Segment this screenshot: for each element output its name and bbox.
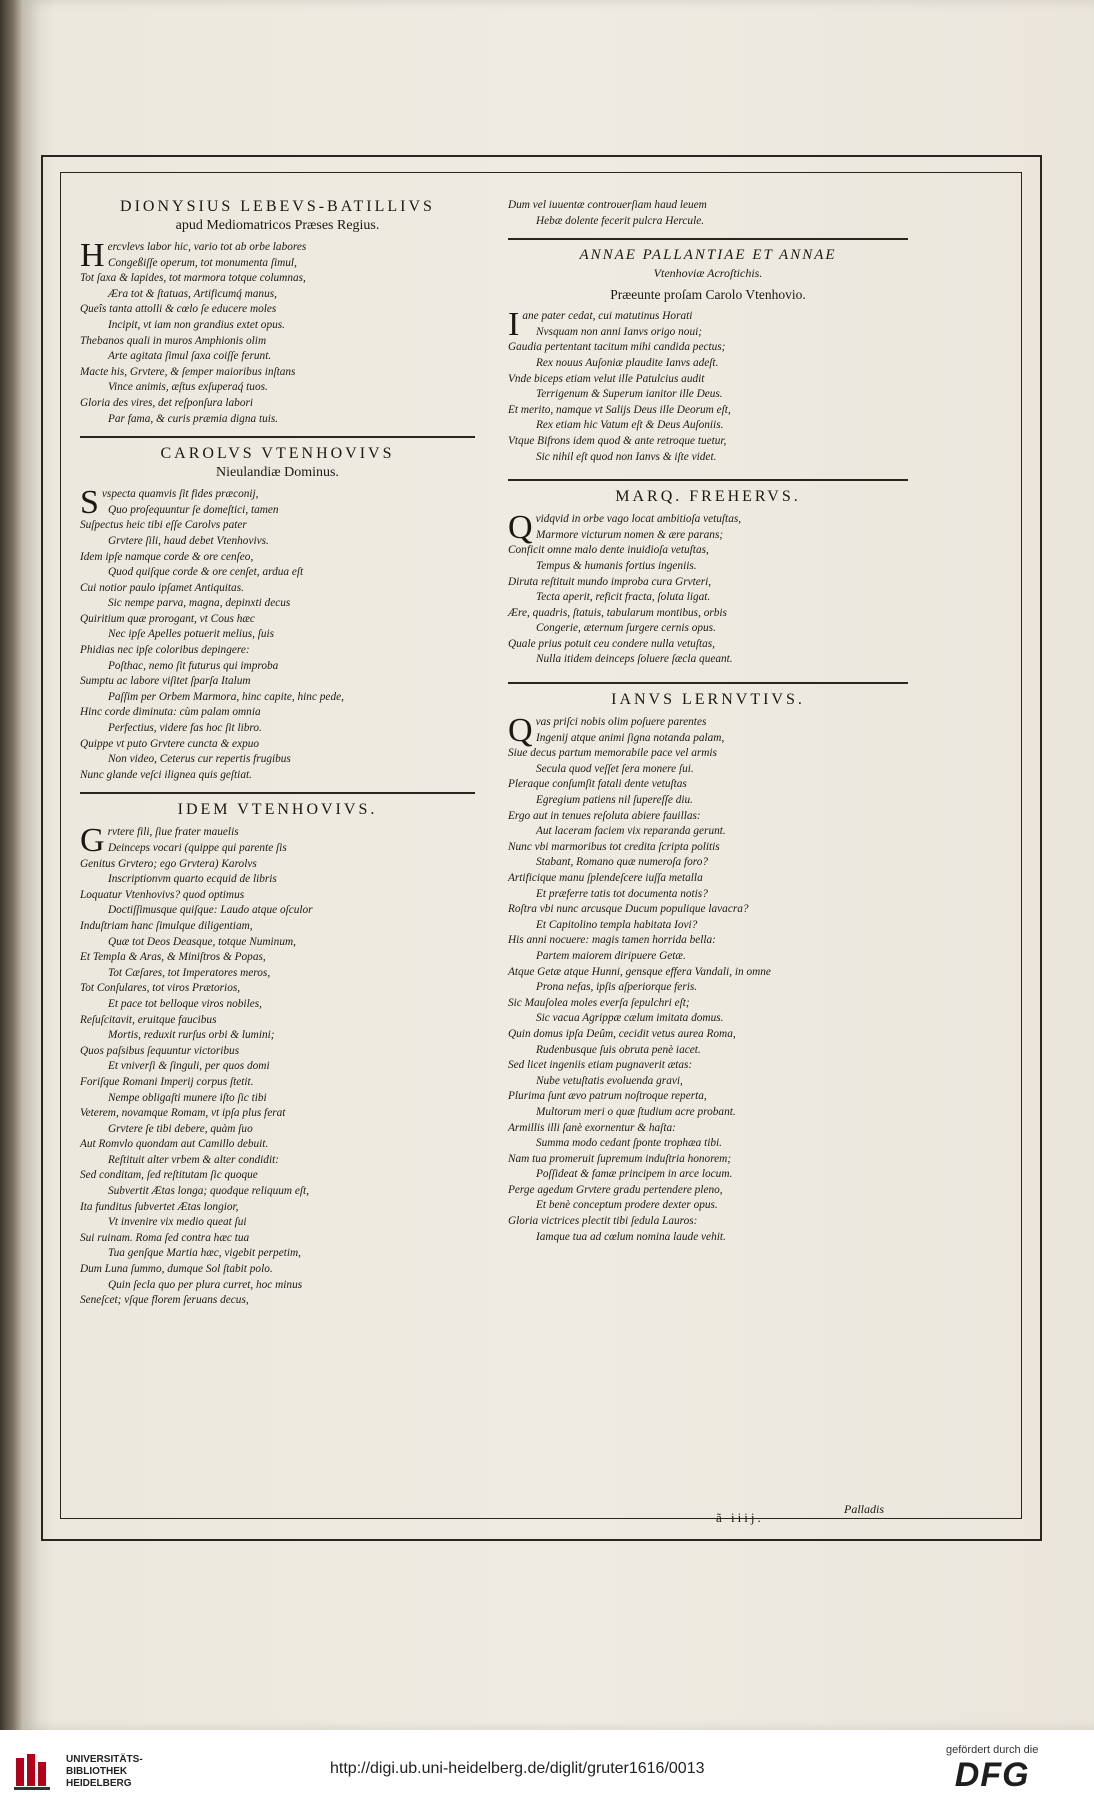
verse-line: Et merito, namque vt Salijs Deus ille Deorum eſt, — [508, 403, 731, 416]
verse-line: Idem ipſe namque corde & ore cenſeo, — [80, 550, 254, 563]
verse-line: Et Templa & Aras, & Miniſtros & Popas, — [80, 951, 266, 964]
verse-text: ane pater cedat, cui matutinus Horati — [522, 310, 693, 323]
poem-continuation — [508, 198, 908, 229]
verse-line: Sumptu ac labore viſitet ſparſa Italum — [80, 675, 251, 688]
divider — [508, 238, 908, 240]
poem-block — [80, 484, 475, 783]
divider — [80, 436, 475, 438]
verse-line: Quo proſequuntur ſe domeſtici, tamen — [108, 503, 279, 516]
drop-cap: I — [508, 306, 520, 344]
verse-line: Inscriptionvm quarto ecquid de libris — [108, 873, 277, 886]
verse-line: Tot ſaxa & lapides, tot marmora totque columnas, — [80, 272, 306, 285]
verse-line: Paſſim per Orbem Marmora, hinc capite, hinc pede, — [108, 690, 344, 703]
verse-line: Tot Conſulares, tot viros Prætorios, — [80, 982, 241, 995]
verse-line: Foriſque Romani Imperij corpus ſtetit. — [80, 1075, 254, 1088]
left-column — [80, 198, 475, 1309]
poem-block — [508, 509, 908, 668]
library-name: UNIVERSITÄTS- BIBLIOTHEK HEIDELBERG — [66, 1754, 143, 1789]
drop-cap: Q — [508, 712, 533, 750]
verse-line: Par fama, & curis præmia digna tuis. — [108, 412, 279, 425]
verse-line: Et Capitolino templa habitata Iovi? — [536, 918, 698, 931]
prose-note: Præeunte proſam Carolo Vtenhovio. — [610, 287, 806, 303]
book-spine — [0, 0, 22, 1730]
verse-line: Cui notior paulo ipſamet Antiquitas. — [80, 581, 244, 594]
right-column — [508, 198, 908, 1245]
verse-line: Stabant, Romano quæ numeroſa foro? — [536, 856, 709, 869]
verse-line: Diruta reſtituit mundo improba cura Grvteri, — [508, 575, 712, 588]
verse-line: Sic nempe parva, magna, depinxti decus — [108, 597, 291, 610]
verse-line: Nvsquam non anni Ianvs origo noui; — [536, 325, 702, 338]
verse-line: Dum Luna ſummo, dumque Sol ſtabit polo. — [80, 1263, 273, 1276]
verse-line: Quos paſsibus ſequuntur victoribus — [80, 1044, 240, 1057]
verse-text: vas priſci nobis olim poſuere parentes — [535, 716, 707, 729]
verse-line: Ære, quadris, ſtatuis, tabularum montibus, orbis — [508, 606, 727, 619]
verse-line: Tecta aperit, reficit fracta, ſoluta ligat. — [536, 591, 711, 604]
verse-line: Sed licet ingeniis etiam pugnaverit ætas: — [508, 1059, 693, 1072]
verse-line: Ita funditus ſubvertet Ætas longior, — [80, 1200, 239, 1213]
verse-line: Rudenbusque ſuis obruta penè iacet. — [536, 1043, 701, 1056]
verse-line: Mortis, reduxit rurſus orbi & lumini; — [108, 1029, 275, 1042]
verse-line: Nube vetuſtatis evoluenda gravi, — [536, 1074, 683, 1087]
viewer-footer — [0, 1730, 1094, 1809]
verse-line: Nunc vbi marmoribus tot credita ſcripta politis — [508, 840, 720, 853]
permalink[interactable]: http://digi.ub.uni-heidelberg.de/diglit/gruter1616/0013 — [330, 1760, 705, 1777]
drop-cap: H — [80, 237, 105, 274]
funder-logo[interactable] — [946, 1744, 1038, 1795]
verse-line: Loquatur Vtenhovivs? quod optimus — [80, 888, 245, 901]
verse-line: Genitus Grvtero; ego Grvtera) Karolvs — [80, 857, 257, 870]
verse-line: Grvtere ſe tibi debere, quàm ſuo — [108, 1122, 253, 1135]
poem-block — [508, 712, 908, 1245]
verse-line: Nam tua promeruit ſupremum induſtria honorem; — [508, 1152, 732, 1165]
verse-line: Gaudia pertentant tacitum mihi candida pectus; — [508, 341, 726, 354]
section-subtitle: Nieulandiæ Dominus. — [216, 465, 339, 481]
verse-line: Artificique manu ſplendeſcere iuſſa metalla — [508, 872, 703, 884]
verse-line: Nempe obligaſti munere iſto ſic tibi — [108, 1091, 267, 1104]
drop-cap: S — [80, 484, 99, 522]
verse-line: Multorum meri o quæ ſtudium acre probant. — [536, 1105, 736, 1118]
verse-line: Hebæ dolente fecerit pulcra Hercule. — [536, 214, 705, 227]
verse-line: Vnde biceps etiam velut ille Patulcius audit — [508, 372, 705, 385]
section-subtitle: apud Mediomatricos Præses Regius. — [175, 218, 380, 233]
verse-line: Rex etiam hic Vatum eſt & Deus Auſoniis. — [536, 419, 724, 432]
section-title: ANNAE PALLANTIAE ET ANNAE — [579, 247, 837, 264]
verse-line: Sui ruinam. Roma ſed contra hæc tua — [80, 1231, 250, 1244]
poem-block — [80, 237, 475, 427]
verse-line: Ingenij atque animi ſigna notanda palam, — [536, 731, 725, 744]
verse-line: Hinc corde diminuta: cùm palam omnia — [80, 706, 261, 719]
divider — [508, 682, 908, 684]
verse-line: Doctiſſimusque quiſque: Laudo atque oſculor — [108, 904, 313, 917]
verse-line: Nulla itidem deinceps ſoluere ſæcla queant. — [536, 653, 733, 666]
verse-line: Roſtra vbi nunc arcusque Ducum populique lavacra? — [508, 903, 749, 916]
verse-line: Gloria victrices plectit tibi ſedula Lauros: — [508, 1215, 698, 1228]
verse-line: Poſſideat & famæ principem in arce locum. — [536, 1168, 733, 1181]
verse-line: Partem maiorem diripuere Getæ. — [536, 949, 686, 962]
verse-line: Poſthac, nemo ſit futurus qui improba — [108, 659, 279, 672]
drop-cap: G — [80, 822, 105, 860]
verse-line: Quiritium quæ prorogant, vt Cous hæc — [80, 612, 255, 625]
verse-line: Subvertit Ætas longa; quodque reliquum eſt, — [108, 1185, 310, 1198]
verse-line: Vince animis, æſtus exſuperaq́ tuos. — [108, 381, 268, 394]
verse-line: Summa modo cedant ſponte trophæa tibi. — [536, 1137, 722, 1150]
verse-line: Induſtriam hanc ſimulque diligentiam, — [80, 919, 253, 932]
verse-line: Vtque Bifrons idem quod & ante retroque tuetur, — [508, 434, 727, 447]
verse-line: Suſpectus heic tibi eſſe Carolvs pater — [80, 519, 247, 532]
verse-text: vidqvid in orbe vago locat ambitioſa vetuſtas, — [535, 513, 742, 526]
verse-line: Congeßiſſe operum, tot monumenta ſimul, — [108, 256, 297, 269]
verse-line: Armillis illi ſanè exornentur & haſta: — [508, 1121, 676, 1134]
verse-line: Sed conditam, ſed reſtitutam ſic quoque — [80, 1169, 258, 1182]
verse-text: vspecta quamvis ſit fides præconij, — [101, 488, 259, 501]
verse-line: Aut laceram faciem vix reparanda gerunt. — [536, 825, 726, 838]
verse-line: Plurima ſunt ævo patrum noſtroque reperta, — [508, 1090, 707, 1103]
verse-line: Phidias nec ipſe coloribus depingere: — [80, 644, 250, 657]
verse-line: Deinceps vocari (quippe qui parente ſis — [108, 842, 287, 854]
catchword: Palladis — [844, 1502, 885, 1516]
verse-line: Quin ſecla quo per plura curret, hoc minus — [108, 1278, 303, 1291]
section-subtitle: Vtenhoviæ Acroſtichis. — [653, 266, 763, 281]
verse-line: Siue decus partum memorabile pace vel armis — [508, 747, 717, 760]
verse-line: Aut Romvlo quondam aut Camillo debuit. — [80, 1138, 269, 1151]
verse-line: Sic Mauſolea moles everſa ſepulchri eſt; — [508, 996, 690, 1009]
verse-line: Nec ipſe Apelles potuerit melius, ſuis — [108, 628, 275, 641]
section-title: CAROLVS VTENHOVIVS — [160, 445, 395, 463]
verse-line: Tua genſque Martia hæc, vigebit perpetim, — [108, 1247, 301, 1260]
funder-caption: gefördert durch die — [946, 1744, 1039, 1756]
verse-line: Rex nouus Auſoniæ plaudite Ianvs adeſt. — [536, 356, 719, 369]
poem-block — [508, 306, 908, 465]
verse-line: Sic vacua Agrippæ cælum imitata domus. — [536, 1012, 724, 1025]
verse-line: Thebanos quali in muros Amphionis olim — [80, 334, 267, 347]
verse-line: Tot Cæſares, tot Imperatores meros, — [108, 966, 271, 979]
drop-cap: Q — [508, 509, 533, 547]
verse-line: Marmore victurum nomen & ære parans; — [536, 528, 724, 541]
verse-line: Et præferre tatis tot documenta notis? — [536, 887, 708, 900]
library-logo[interactable] — [14, 1752, 143, 1792]
verse-line: Macte his, Grvtere, & ſemper maioribus inſtans — [80, 365, 296, 378]
verse-line: Perfectius, videre fas hoc ſit libro. — [108, 722, 262, 735]
verse-line: Grvtere ſili, haud debet Vtenhovivs. — [108, 534, 269, 547]
verse-line: Atque Getæ atque Hunni, gensque effera Vandali, in omne — [508, 965, 771, 978]
section-title: IDEM VTENHOVIVS. — [177, 801, 378, 819]
verse-line: Quod quiſque corde & ore cenſet, ardua eſt — [108, 566, 304, 579]
section-title: IANVS LERNVTIVS. — [611, 691, 805, 709]
verse-line: Gloria des vires, det reſponſura labori — [80, 396, 253, 409]
section-title: MARQ. FREHERVS. — [615, 488, 801, 506]
verse-line: Terrigenum & Superum ianitor ille Deus. — [536, 388, 723, 401]
divider — [80, 792, 475, 794]
verse-line: Nunc glande veſci ilignea quis geſtiat. — [80, 768, 252, 781]
verse-line: Reſtituit alter vrbem & alter condidit: — [108, 1153, 279, 1166]
verse-text: rvtere fili, ſiue frater mauelis — [107, 826, 239, 839]
verse-line: Et vniverſi & ſinguli, per quos domi — [108, 1060, 270, 1073]
verse-line: Tempus & humanis fortius ingeniis. — [536, 559, 697, 572]
poem-block — [80, 822, 475, 1308]
verse-line: Secula quod veſſet ſera monere ſui. — [536, 762, 694, 775]
verse-line: Dum vel iuuentæ controuerſiam haud leuem — [508, 199, 707, 211]
verse-line: Non video, Ceterus cur repertis frugibus — [108, 753, 291, 766]
signature-mark: ã iiij. — [716, 1510, 764, 1525]
verse-line: Quippe vt puto Grvtere cuncta & expuo — [80, 737, 260, 750]
verse-line: Reſuſcitavit, eruitque faucibus — [80, 1013, 217, 1026]
verse-line: Perge agedum Grvtere gradu pertendere pleno, — [508, 1183, 723, 1196]
verse-line: His anni nocuere: magis tamen horrida bella: — [508, 934, 716, 947]
verse-line: Queîs tanta attolli & cœlo ſe educere moles — [80, 303, 277, 316]
verse-line: Quæ tot Deos Deasque, totque Numinum, — [108, 935, 296, 948]
section-title: DIONYSIUS LEBEVS-BATILLIVS — [120, 198, 435, 215]
verse-line: Incipit, vt iam non grandius extet opus. — [108, 318, 285, 331]
verse-line: Quin domus ipſa Deûm, cecidit vetus aurea Roma, — [508, 1027, 736, 1040]
library-emblem-icon — [14, 1752, 58, 1792]
verse-line: Et benè conceptum prodere dexter opus. — [536, 1199, 718, 1212]
verse-line: Egregium patiens nil ſupereſſe diu. — [536, 794, 693, 807]
verse-line: Pleraque conſumſit fatali dente vetuſtas — [508, 778, 687, 791]
verse-line: Veterem, novamque Romam, vt ipſa plus ferat — [80, 1107, 286, 1120]
divider — [508, 479, 908, 481]
verse-line: Vt invenire vix medio queat ſui — [108, 1216, 247, 1229]
verse-line: Congerie, æternum ſurgere cernis opus. — [536, 622, 716, 635]
verse-line: Ergo aut in tenues reſoluta abiere fauillas: — [508, 809, 701, 822]
verse-line: Arte agitata ſimul ſaxa coiſſe ferunt. — [108, 350, 272, 363]
verse-line: Sic nihil eſt quod non Ianvs & iſte videt. — [536, 450, 717, 463]
dfg-logo-text: DFG — [954, 1756, 1030, 1794]
verse-line: Quale prius potuit ceu condere nulla vetuſtas, — [508, 637, 715, 650]
verse-line: Iamque tua ad cœlum nomina laude vehit. — [536, 1230, 726, 1243]
verse-line: Et pace tot belloque viros nobiles, — [108, 997, 262, 1010]
verse-text: ercvlevs labor hic, vario tot ab orbe labores — [107, 241, 307, 253]
verse-line: Seneſcet; vſque florem ſeruans decus, — [80, 1294, 249, 1307]
verse-line: Æra tot & ſtatuas, Artificumq́ manus, — [108, 287, 277, 300]
verse-line: Prona nefas, ipſis aſperiorque feris. — [536, 981, 698, 994]
verse-line: Conficit omne malo dente inuidioſa vetuſtas, — [508, 544, 709, 557]
